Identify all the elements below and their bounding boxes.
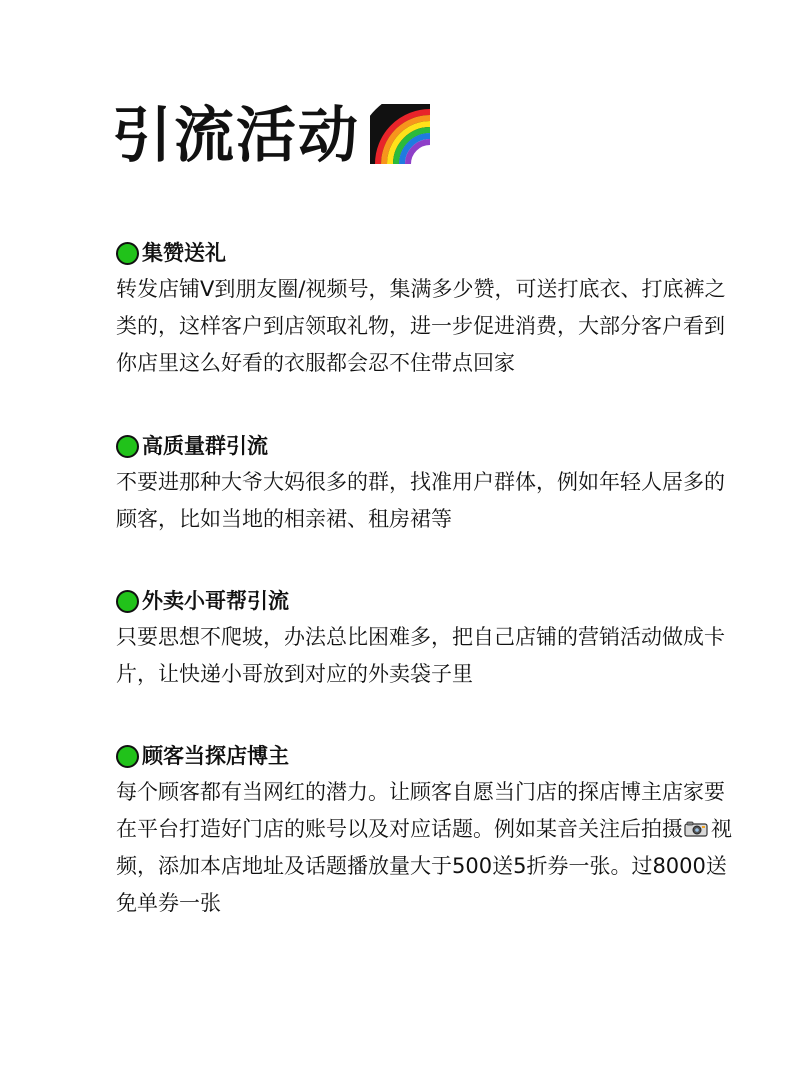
section-title: 集赞送礼 bbox=[142, 241, 226, 265]
section-body-part2: 视频，添加本店地址及话题播放量大于500送5折券一张。过8000送免单券一张 bbox=[116, 817, 732, 915]
section-jizan-songli bbox=[116, 235, 736, 382]
page-title: 引流活动 bbox=[112, 101, 360, 171]
rainbow-icon bbox=[370, 104, 434, 168]
section-delivery-traffic bbox=[116, 583, 736, 693]
section-body bbox=[116, 774, 736, 922]
section-body: 不要进那种大爷大妈很多的群，找准用户群体，例如年轻人居多的顾客，比如当地的相亲裙、租房裙等 bbox=[116, 470, 725, 531]
green-circle-icon bbox=[116, 435, 139, 458]
section-title: 外卖小哥帮引流 bbox=[142, 589, 289, 613]
green-circle-icon bbox=[116, 590, 139, 613]
section-title: 高质量群引流 bbox=[142, 434, 268, 458]
green-circle-icon bbox=[116, 242, 139, 265]
section-body-part1: 每个顾客都有当网红的潜力。让顾客自愿当门店的探店博主店家要在平台打造好门店的账号以及对应话题。例如某音关注后拍摄 bbox=[116, 780, 725, 841]
section-heading bbox=[116, 738, 736, 774]
green-circle-icon bbox=[116, 745, 139, 768]
section-group-traffic bbox=[116, 428, 736, 538]
camera-icon bbox=[684, 821, 708, 837]
title-row bbox=[112, 98, 434, 174]
section-title: 顾客当探店博主 bbox=[142, 744, 289, 768]
section-customer-blogger bbox=[116, 738, 736, 922]
section-heading bbox=[116, 428, 736, 464]
section-heading bbox=[116, 583, 736, 619]
section-body: 转发店铺V到朋友圈/视频号，集满多少赞，可送打底衣、打底裤之类的，这样客户到店领取礼物，进一步促进消费，大部分客户看到你店里这么好看的衣服都会忍不住带点回家 bbox=[116, 277, 726, 375]
section-body: 只要思想不爬坡，办法总比困难多，把自己店铺的营销活动做成卡片，让快递小哥放到对应的外卖袋子里 bbox=[116, 625, 725, 686]
section-heading bbox=[116, 235, 736, 271]
